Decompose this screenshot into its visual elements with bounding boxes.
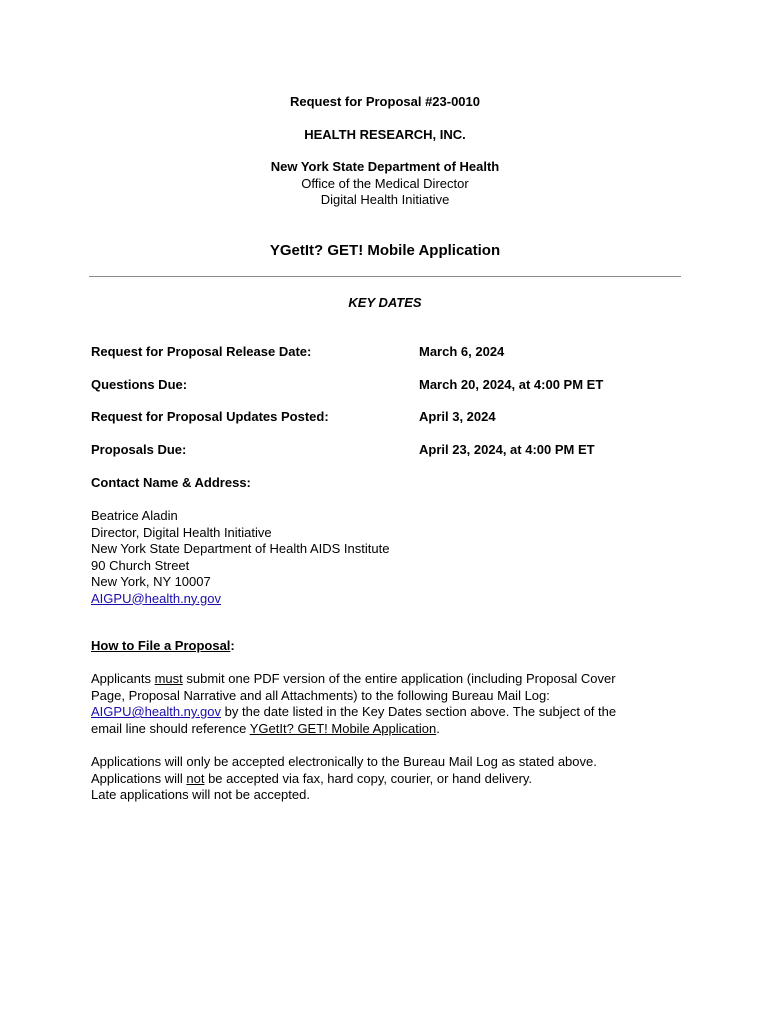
text: email line should reference <box>91 720 250 736</box>
text: submit one PDF version of the entire application (including Proposal Cover <box>182 671 616 686</box>
contact-city: New York, NY 10007 <box>91 574 211 589</box>
how-to-file-heading <box>91 638 235 655</box>
heading-colon: : <box>230 638 235 653</box>
department-name: New York State Department of Health <box>270 159 500 174</box>
rfp-number: Request for Proposal #23-0010 <box>289 94 481 109</box>
text-line: Page, Proposal Narrative and all Attachments) to the following Bureau Mail Log: <box>91 687 550 703</box>
acceptance-policy-paragraph <box>91 754 671 804</box>
key-date-value: April 23, 2024, at 4:00 PM ET <box>419 442 595 457</box>
text: Applications will <box>91 770 187 786</box>
key-date-value: March 20, 2024, at 4:00 PM ET <box>419 377 604 392</box>
mail-log-email-link[interactable]: AIGPU@health.ny.gov <box>91 704 222 719</box>
office-name: Office of the Medical Director <box>301 176 469 191</box>
project-title: YGetIt? GET! Mobile Application <box>269 242 501 259</box>
text: Applicants <box>91 671 155 686</box>
key-date-label: Questions Due: <box>91 377 188 392</box>
contact-street: 90 Church Street <box>91 557 190 573</box>
horizontal-divider <box>89 276 681 277</box>
initiative-name: Digital Health Initiative <box>320 192 450 207</box>
key-date-label: Request for Proposal Updates Posted: <box>91 409 329 424</box>
contact-email-link[interactable]: AIGPU@health.ny.gov <box>91 590 222 606</box>
text-line: Applications will only be accepted electronically to the Bureau Mail Log as stated above. <box>91 754 597 769</box>
key-date-value: April 3, 2024 <box>419 409 496 424</box>
text: . <box>436 720 440 736</box>
organization-name: HEALTH RESEARCH, INC. <box>304 127 466 142</box>
emphasis-not: not <box>186 770 205 786</box>
filing-instructions-paragraph <box>91 671 671 737</box>
key-dates-heading: KEY DATES <box>348 295 422 310</box>
emphasis-must: must <box>154 671 183 686</box>
key-date-value: March 6, 2024 <box>419 344 505 359</box>
contact-department: New York State Department of Health AIDS Institute <box>91 541 390 556</box>
subject-reference: YGetIt? GET! Mobile Application <box>249 720 437 736</box>
contact-name: Beatrice Aladin <box>91 508 178 523</box>
contact-heading: Contact Name & Address: <box>91 475 251 490</box>
how-to-file-heading-text: How to File a Proposal <box>91 638 231 653</box>
contact-address-block <box>91 508 671 607</box>
text: by the date listed in the Key Dates section above. The subject of the <box>221 704 617 719</box>
text-line: Late applications will not be accepted. <box>91 787 310 802</box>
key-date-label: Request for Proposal Release Date: <box>91 344 312 359</box>
contact-title: Director, Digital Health Initiative <box>91 524 272 540</box>
key-date-label: Proposals Due: <box>91 442 187 457</box>
text: be accepted via fax, hard copy, courier, or hand delivery. <box>204 770 533 786</box>
